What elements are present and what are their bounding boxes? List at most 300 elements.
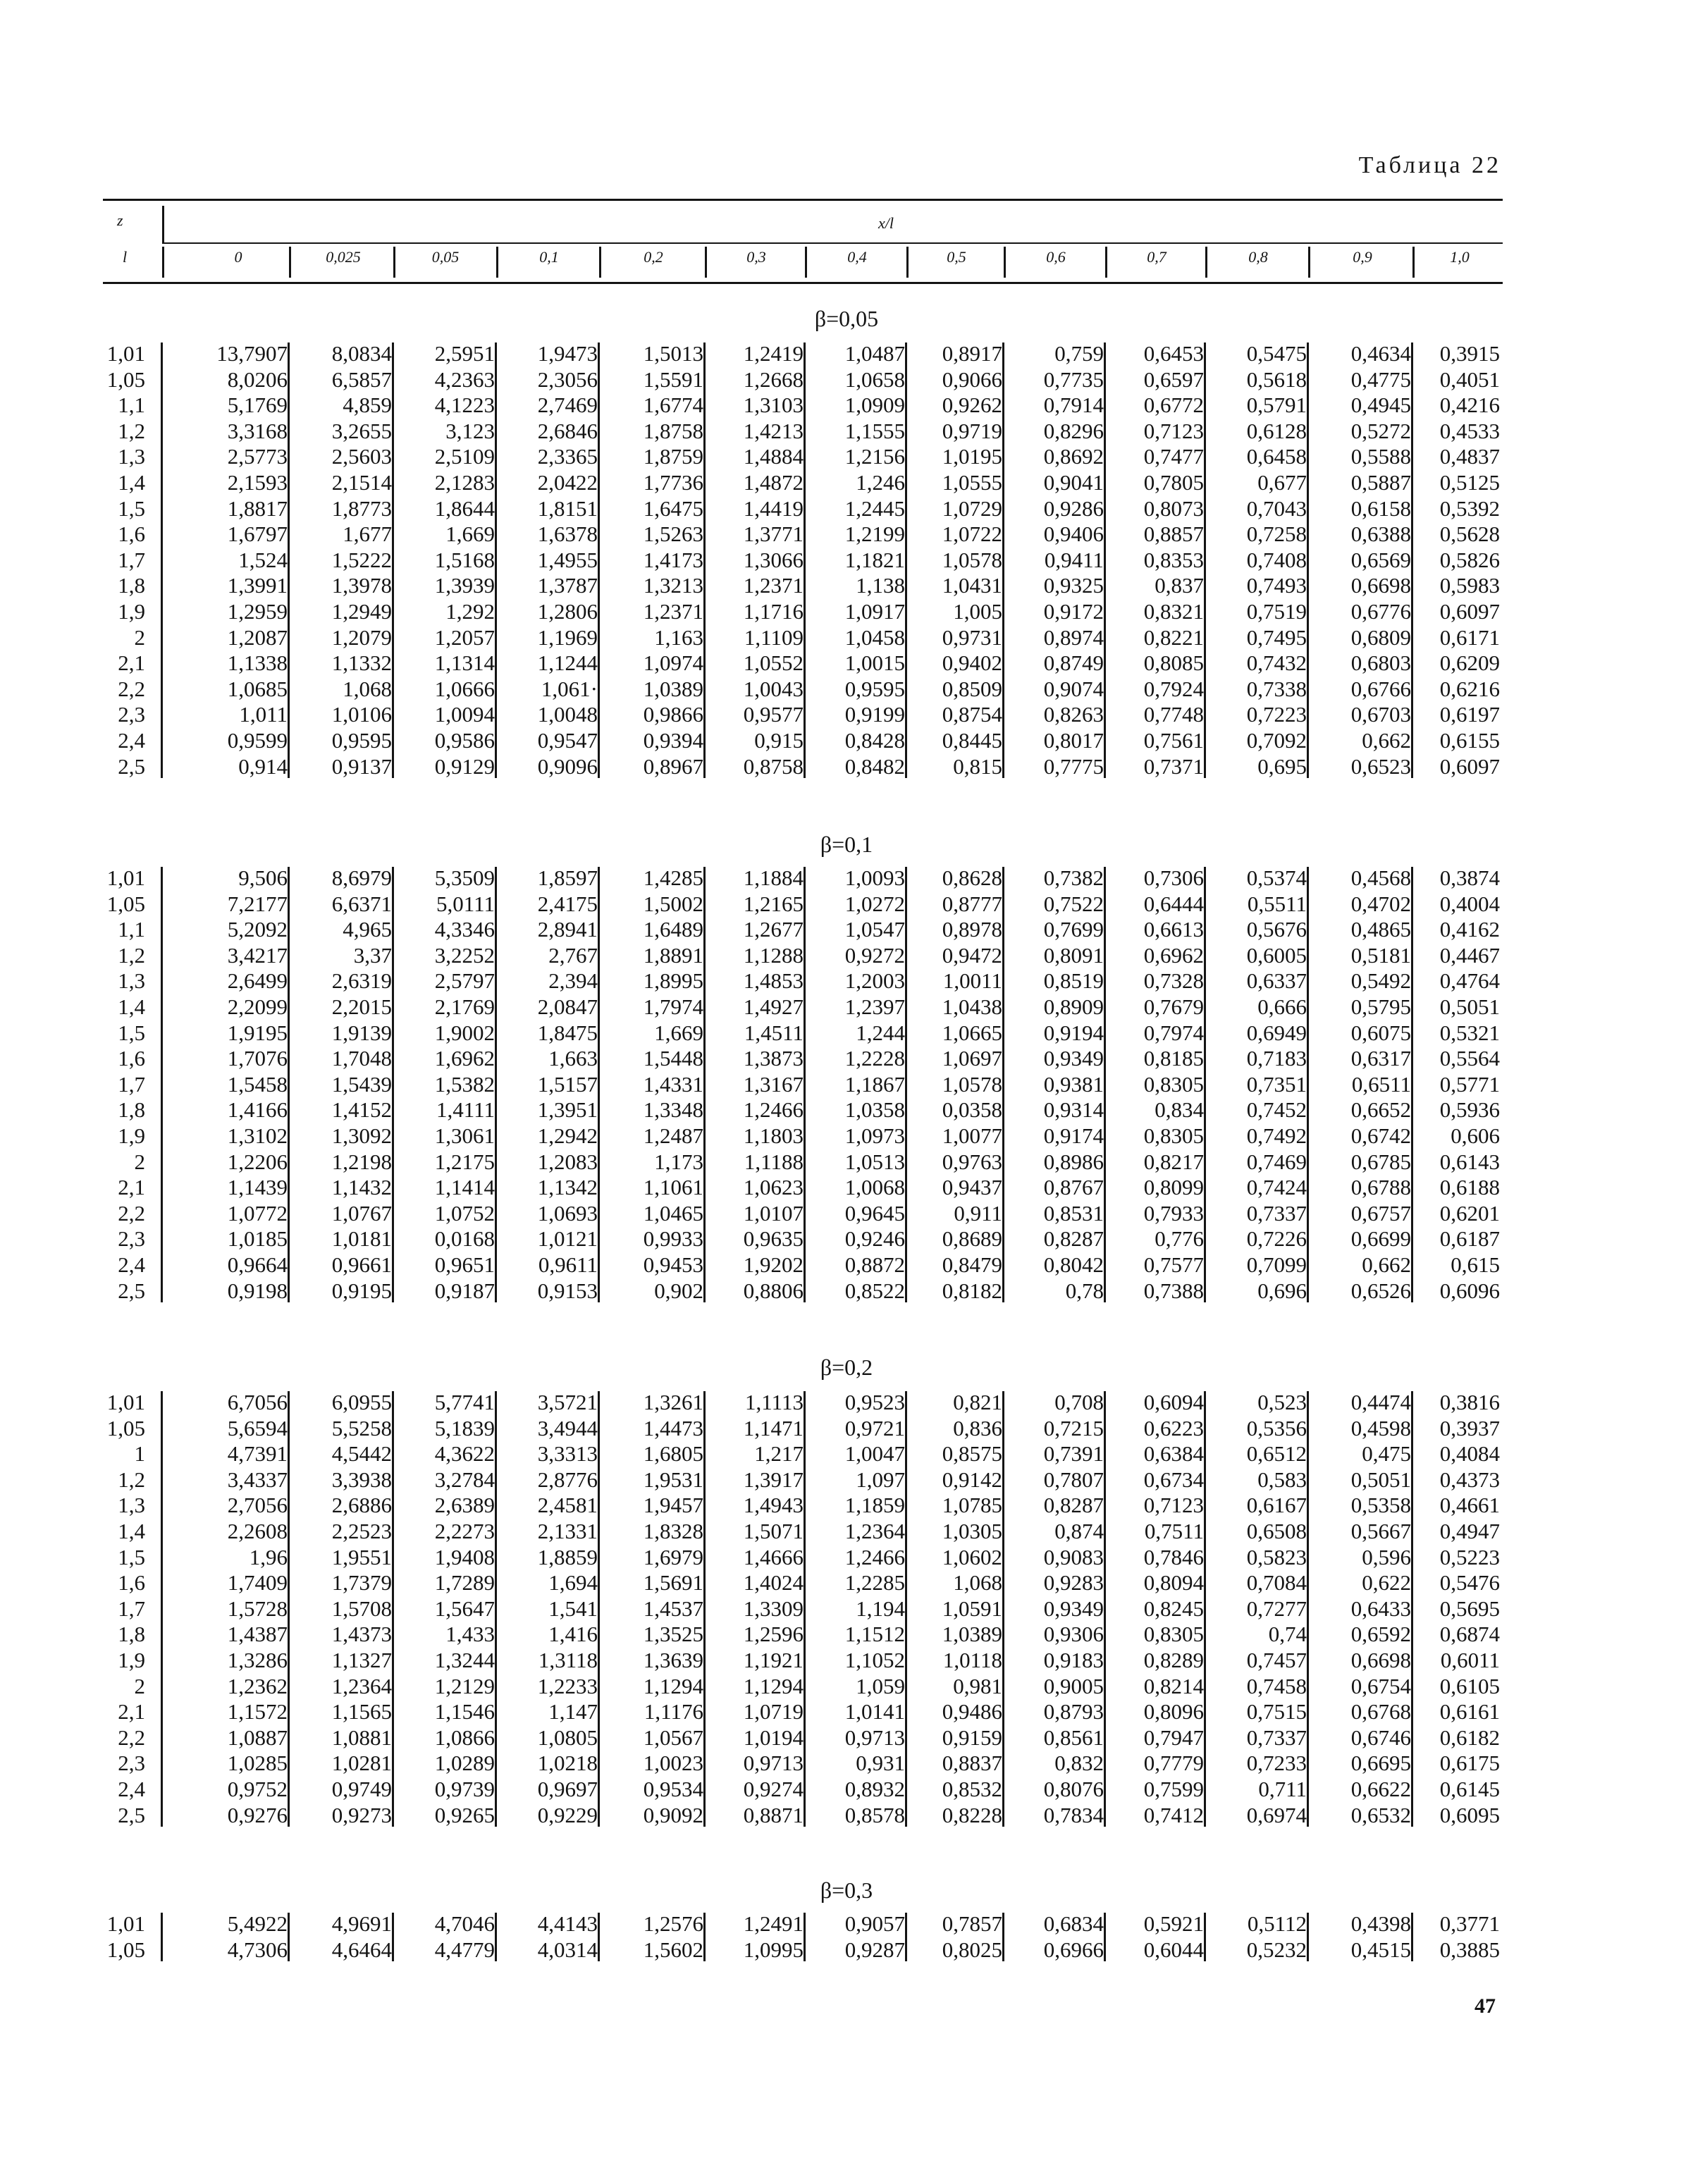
table-cell: 0,9183 (1043, 1648, 1104, 1672)
header-col-separator (906, 247, 909, 278)
row-z-value: 1,6 (118, 1046, 145, 1071)
table-cell: 0,6161 (1439, 1699, 1500, 1725)
table-cell: 1,0567 (643, 1725, 703, 1750)
table-cell: 1,8151 (537, 495, 598, 521)
table-row (103, 496, 1503, 522)
table-cell: 1,6805 (643, 1441, 703, 1467)
table-cell: 0,9752 (227, 1777, 288, 1801)
table-cell: 1,2806 (537, 599, 598, 624)
row-z-value: 2,1 (118, 1699, 145, 1725)
table-cell: 0,9129 (434, 753, 495, 779)
table-cell: 0,6094 (1143, 1390, 1204, 1414)
table-cell: 0,4865 (1350, 917, 1411, 942)
table-cell: 0,8025 (942, 1937, 1002, 1962)
table-cell: 4,7306 (227, 1937, 288, 1962)
row-z-value: 2,5 (118, 1802, 145, 1827)
table-cell: 0,6592 (1350, 1622, 1411, 1647)
row-z-value: 1,5 (118, 1020, 145, 1045)
table-cell: 1,9195 (227, 1020, 288, 1045)
table-cell: 0,6384 (1143, 1441, 1204, 1467)
table-cell: 1,6797 (227, 522, 288, 547)
table-cell: 0,6508 (1246, 1519, 1307, 1543)
table-cell: 1,005 (953, 599, 1002, 624)
table-cell: 0,5476 (1439, 1570, 1500, 1596)
table-cell: 1,0693 (537, 1200, 598, 1226)
table-cell: 1,0487 (844, 341, 905, 366)
table-cell: 1,3102 (227, 1123, 288, 1148)
table-cell: 0,8042 (1043, 1252, 1104, 1277)
table-row (103, 1493, 1503, 1518)
table-cell: 1,9202 (743, 1252, 804, 1277)
table-cell: 0,7452 (1246, 1097, 1307, 1123)
table-cell: 2,8941 (537, 917, 598, 942)
table-cell: 1,3525 (643, 1622, 703, 1647)
table-row (103, 1252, 1503, 1278)
table-cell: 0,7974 (1143, 1020, 1204, 1045)
table-cell: 0,6155 (1439, 728, 1500, 753)
table-row (103, 1570, 1503, 1596)
row-z-value: 1,2 (118, 418, 145, 443)
table-cell: 0,9187 (434, 1278, 495, 1303)
table-cell: 2,1769 (434, 994, 495, 1019)
table-cell: 0,9265 (434, 1802, 495, 1827)
beta-label: β=0,1 (820, 832, 873, 857)
header-col-12: 1,0 (1450, 248, 1470, 266)
table-cell: 1,1821 (844, 547, 905, 572)
table-cell: 1,217 (754, 1441, 804, 1467)
table-cell: 1,8597 (537, 865, 598, 890)
table-cell: 0,9174 (1043, 1123, 1104, 1148)
table-cell: 0,7432 (1246, 650, 1307, 676)
row-z-value: 2,4 (118, 1777, 145, 1801)
table-cell: 2,2273 (434, 1519, 495, 1543)
table-cell: 1,0185 (227, 1226, 288, 1252)
table-cell: 0,7599 (1143, 1777, 1204, 1801)
header-col-separator (1412, 247, 1415, 278)
table-cell: 1,5013 (643, 341, 703, 366)
table-section (103, 1911, 1503, 1963)
table-cell: 1,068 (953, 1570, 1002, 1596)
table-row (103, 1175, 1503, 1200)
table-cell: 1,0194 (743, 1725, 804, 1750)
table-cell: 0,8287 (1043, 1226, 1104, 1252)
header-col-separator (1105, 247, 1107, 278)
header-col-4: 0,2 (644, 248, 663, 266)
table-cell: 0,5826 (1439, 547, 1500, 572)
table-row (103, 367, 1503, 393)
table-cell: 0,9287 (844, 1937, 905, 1962)
table-cell: 4,1223 (434, 393, 495, 418)
table-cell: 0,7779 (1143, 1751, 1204, 1776)
header-col-9: 0,7 (1147, 248, 1166, 266)
table-cell: 1,2165 (743, 891, 804, 916)
table-cell: 0,9314 (1043, 1097, 1104, 1123)
table-cell: 0,8986 (1043, 1149, 1104, 1174)
table-row (103, 1097, 1503, 1123)
table-cell: 0,6766 (1350, 676, 1411, 701)
table-cell: 0,8532 (942, 1777, 1002, 1801)
page-number: 47 (1475, 1994, 1496, 2018)
table-cell: 3,2252 (434, 942, 495, 968)
table-cell: 0,7337 (1246, 1200, 1307, 1226)
table-cell: 1,138 (856, 573, 905, 598)
table-cell: 0,7947 (1143, 1725, 1204, 1750)
table-cell: 4,3622 (434, 1441, 495, 1467)
table-cell: 0,7457 (1246, 1648, 1307, 1672)
table-cell: 1,8817 (227, 495, 288, 521)
table-cell: 1,1294 (643, 1673, 703, 1698)
table-cell: 0,8221 (1143, 624, 1204, 650)
table-cell: 1,8773 (331, 495, 392, 521)
table-cell: 0,7561 (1143, 728, 1204, 753)
table-cell: 1,4285 (643, 865, 703, 890)
table-cell: 0,9534 (643, 1777, 703, 1801)
table-cell: 0,9096 (537, 753, 598, 779)
table-cell: 0,834 (1155, 1097, 1204, 1123)
table-row (103, 1545, 1503, 1570)
row-z-value: 1,5 (118, 495, 145, 521)
table-cell: 1,5439 (331, 1071, 392, 1097)
table-cell: 1,1439 (227, 1175, 288, 1200)
table-cell: 1,2445 (844, 495, 905, 521)
table-cell: 1,0578 (942, 1071, 1002, 1097)
table-cell: 1,0438 (942, 994, 1002, 1019)
table-cell: 4,6464 (331, 1937, 392, 1962)
table-cell: 1,1565 (331, 1699, 392, 1725)
table-cell: 0,8857 (1143, 522, 1204, 547)
table-row (103, 419, 1503, 444)
table-cell: 1,0974 (643, 650, 703, 676)
table-cell: 2,2608 (227, 1519, 288, 1543)
table-cell: 1,0752 (434, 1200, 495, 1226)
table-cell: 0,6005 (1246, 942, 1307, 968)
table-cell: 1,5448 (643, 1046, 703, 1071)
table-cell: 0,7577 (1143, 1252, 1204, 1277)
table-cell: 1,2057 (434, 624, 495, 650)
table-cell: 0,7328 (1143, 968, 1204, 994)
table-cell: 0,8305 (1143, 1123, 1204, 1148)
table-cell: 1,7736 (643, 470, 703, 495)
table-cell: 1,059 (856, 1673, 905, 1698)
table-cell: 1,2175 (434, 1149, 495, 1174)
table-cell: 1,0513 (844, 1149, 905, 1174)
table-cell: 13,7907 (216, 341, 288, 366)
table-cell: 1,1294 (743, 1673, 804, 1698)
table-row (103, 341, 1503, 366)
table-cell: 1,1716 (743, 599, 804, 624)
table-cell: 4,0314 (537, 1937, 598, 1962)
table-cell: 1,0011 (942, 968, 1002, 994)
table-cell: 1,1327 (331, 1648, 392, 1672)
table-row (103, 1519, 1503, 1544)
table-cell: 1,5071 (743, 1519, 804, 1543)
row-z-value: 1,9 (118, 1648, 145, 1672)
table-cell: 1,1332 (331, 650, 392, 676)
table-row (103, 1467, 1503, 1493)
table-cell: 1,9473 (537, 341, 598, 366)
table-cell: 1,0389 (942, 1622, 1002, 1647)
header-col-separator (805, 247, 807, 278)
table-cell: 1,7048 (331, 1046, 392, 1071)
table-cell: 0,5695 (1439, 1596, 1500, 1621)
row-z-value: 2,1 (118, 1175, 145, 1200)
table-cell: 0,9713 (743, 1751, 804, 1776)
table-cell: 1,0602 (942, 1544, 1002, 1569)
table-cell: 1,2576 (643, 1911, 703, 1936)
table-cell: 1,6962 (434, 1046, 495, 1071)
table-cell: 4,859 (343, 393, 392, 418)
table-cell: 0,6788 (1350, 1175, 1411, 1200)
table-cell: 0,4515 (1350, 1937, 1411, 1962)
table-cell: 1,3061 (434, 1123, 495, 1148)
table-cell: 1,0141 (844, 1699, 905, 1725)
table-cell: 0,6512 (1246, 1441, 1307, 1467)
table-cell: 1,2362 (227, 1673, 288, 1698)
table-cell: 1,0305 (942, 1519, 1002, 1543)
table-cell: 2,394 (548, 968, 598, 994)
table-cell: 0,6182 (1439, 1725, 1500, 1750)
table-row (103, 470, 1503, 495)
table-cell: 0,9066 (942, 366, 1002, 392)
table-cell: 0,7515 (1246, 1699, 1307, 1725)
table-cell: 2,1283 (434, 470, 495, 495)
table-cell: 2,6389 (434, 1493, 495, 1518)
table-cell: 1,3348 (643, 1097, 703, 1123)
table-row (103, 393, 1503, 418)
row-z-value: 1,8 (118, 1097, 145, 1123)
table-cell: 0,7215 (1043, 1415, 1104, 1440)
table-cell: 0,6197 (1439, 702, 1500, 727)
row-z-value: 1,3 (118, 444, 145, 469)
table-cell: 1,5458 (227, 1071, 288, 1097)
table-cell: 0,9586 (434, 728, 495, 753)
table-cell: 0,74 (1268, 1622, 1307, 1647)
header-z-separator (162, 206, 164, 242)
table-cell: 1,2596 (743, 1622, 804, 1647)
table-cell: 0,9763 (942, 1149, 1002, 1174)
table-cell: 1,433 (445, 1622, 495, 1647)
table-cell: 0,9153 (537, 1278, 598, 1303)
table-cell: 0,5392 (1439, 495, 1500, 521)
table-cell: 1,4387 (227, 1622, 288, 1647)
table-cell: 0,9749 (331, 1777, 392, 1801)
row-z-value: 1,2 (118, 1467, 145, 1492)
table-cell: 1,5602 (643, 1937, 703, 1962)
table-cell: 3,2784 (434, 1467, 495, 1492)
table-cell: 0,6095 (1439, 1802, 1500, 1827)
table-cell: 0,4764 (1439, 968, 1500, 994)
table-cell: 1,3939 (434, 573, 495, 598)
table-cell: 0,6768 (1350, 1699, 1411, 1725)
table-cell: 1,0623 (743, 1175, 804, 1200)
table-cell: 1,1471 (743, 1415, 804, 1440)
table-cell: 1,3167 (743, 1071, 804, 1097)
table-cell: 0,6388 (1350, 522, 1411, 547)
table-cell: 0,6201 (1439, 1200, 1500, 1226)
table-cell: 0,596 (1362, 1544, 1411, 1569)
table-cell: 0,6613 (1143, 917, 1204, 942)
row-z-value: 1,01 (106, 1911, 145, 1936)
table-cell: 1,1061 (643, 1175, 703, 1200)
table-cell: 1,0866 (434, 1725, 495, 1750)
table-cell: 1,0665 (942, 1020, 1002, 1045)
table-cell: 1,5708 (331, 1596, 392, 1621)
table-cell: 1,0281 (331, 1751, 392, 1776)
table-cell: 1,7379 (331, 1570, 392, 1596)
table-cell: 0,4216 (1439, 393, 1500, 418)
table-cell: 1,8995 (643, 968, 703, 994)
table-cell: 1,0068 (844, 1175, 905, 1200)
table-cell: 0,981 (953, 1673, 1002, 1698)
table-cell: 0,5112 (1247, 1911, 1307, 1936)
header-l-label: l (123, 248, 128, 266)
table-cell: 7,2177 (227, 891, 288, 916)
table-cell: 1,2156 (844, 444, 905, 469)
table-cell: 0,8296 (1043, 418, 1104, 443)
table-cell: 0,4051 (1439, 366, 1500, 392)
table-cell: 2,1593 (227, 470, 288, 495)
table-cell: 0,8214 (1143, 1673, 1204, 1698)
table-cell: 2,5109 (434, 444, 495, 469)
table-cell: 1,1555 (844, 418, 905, 443)
table-cell: 1,0106 (331, 702, 392, 727)
table-cell: 0,7391 (1043, 1441, 1104, 1467)
table-cell: 0,7805 (1143, 470, 1204, 495)
table-cell: 1,3991 (227, 573, 288, 598)
table-cell: 0,9349 (1043, 1596, 1104, 1621)
table-cell: 1,1244 (537, 650, 598, 676)
table-cell: 1,1921 (743, 1648, 804, 1672)
table-cell: 1,2949 (331, 599, 392, 624)
header-col-1: 0,025 (326, 248, 361, 266)
table-cell: 1,0772 (227, 1200, 288, 1226)
table-row (103, 1777, 1503, 1802)
table-cell: 1,0881 (331, 1725, 392, 1750)
table-row (103, 917, 1503, 942)
table-cell: 1,3066 (743, 547, 804, 572)
table-cell: 1,0658 (844, 366, 905, 392)
table-cell: 0,8578 (844, 1802, 905, 1827)
table-cell: 1,5002 (643, 891, 703, 916)
table-cell: 0,8289 (1143, 1648, 1204, 1672)
header-col-0: 0 (234, 248, 242, 266)
table-cell: 0,5356 (1246, 1415, 1307, 1440)
table-cell: 0,9595 (331, 728, 392, 753)
table-cell: 2,767 (548, 942, 598, 968)
table-cell: 0,7492 (1246, 1123, 1307, 1148)
table-cell: 6,7056 (227, 1390, 288, 1414)
table-cell: 0,6698 (1350, 573, 1411, 598)
table-cell: 0,606 (1451, 1123, 1500, 1148)
row-z-value: 2,4 (118, 1252, 145, 1277)
row-z-value: 2 (134, 1673, 145, 1698)
table-cell: 5,0111 (436, 891, 495, 916)
table-cell: 1,0729 (942, 495, 1002, 521)
table-cell: 0,5887 (1350, 470, 1411, 495)
table-cell: 0,911 (954, 1200, 1002, 1226)
table-cell: 0,6097 (1439, 599, 1500, 624)
table-cell: 0,9739 (434, 1777, 495, 1801)
table-cell: 1,0578 (942, 547, 1002, 572)
table-cell: 0,9041 (1043, 470, 1104, 495)
table-cell: 1,2285 (844, 1570, 905, 1596)
table-cell: 1,6774 (643, 393, 703, 418)
table-cell: 1,524 (238, 547, 288, 572)
table-cell: 1,0973 (844, 1123, 905, 1148)
table-cell: 1,2079 (331, 624, 392, 650)
table-cell: 1,0719 (743, 1699, 804, 1725)
row-z-value: 2 (134, 624, 145, 650)
table-cell: 1,0118 (942, 1648, 1002, 1672)
table-cell: 0,7924 (1143, 676, 1204, 701)
table-cell: 0,8777 (942, 891, 1002, 916)
table-cell: 1,5157 (537, 1071, 598, 1097)
table-cell: 1,2668 (743, 366, 804, 392)
table-cell: 5,7741 (434, 1390, 495, 1414)
table-cell: 0,9194 (1043, 1020, 1104, 1045)
row-z-value: 1,05 (106, 1937, 145, 1962)
table-cell: 1,5222 (331, 547, 392, 572)
table-cell: 4,7046 (434, 1911, 495, 1936)
table-cell: 0,7412 (1143, 1802, 1204, 1827)
table-cell: 1,3309 (743, 1596, 804, 1621)
table-cell: 1,2942 (537, 1123, 598, 1148)
table-cell: 1,1342 (537, 1175, 598, 1200)
table-cell: 0,8909 (1043, 994, 1104, 1019)
table-cell: 2,2099 (227, 994, 288, 1019)
table-cell: 1,9531 (643, 1467, 703, 1492)
table-cell: 0,7371 (1143, 753, 1204, 779)
table-cell: 1,0107 (743, 1200, 804, 1226)
header-col-11: 0,9 (1353, 248, 1372, 266)
table-cell: 0,7522 (1043, 891, 1104, 916)
table-cell: 0,8978 (942, 917, 1002, 942)
table-cell: 2,4175 (537, 891, 598, 916)
table-cell: 1,1512 (844, 1622, 905, 1647)
table-cell: 3,2655 (331, 418, 392, 443)
table-cell: 1,0358 (844, 1097, 905, 1123)
table-cell: 1,0285 (227, 1751, 288, 1776)
header-col-6: 0,4 (847, 248, 867, 266)
table-cell: 1,1113 (745, 1390, 804, 1414)
table-row (103, 702, 1503, 727)
table-cell: 1,5263 (643, 522, 703, 547)
table-cell: 0,4004 (1439, 891, 1500, 916)
table-cell: 3,3938 (331, 1467, 392, 1492)
table-cell: 1,7076 (227, 1046, 288, 1071)
table-row (103, 1226, 1503, 1252)
table-cell: 1,0218 (537, 1751, 598, 1776)
table-cell: 0,5223 (1439, 1544, 1500, 1569)
table-cell: 0,6171 (1439, 624, 1500, 650)
table-cell: 1,4853 (743, 968, 804, 994)
table-cell: 0,6523 (1350, 753, 1411, 779)
table-cell: 0,8917 (942, 341, 1002, 366)
table-cell: 0,5618 (1246, 366, 1307, 392)
table-cell: 0,9645 (844, 1200, 905, 1226)
table-cell: 1,1969 (537, 624, 598, 650)
table-cell: 0,4533 (1439, 418, 1500, 443)
table-cell: 1,663 (548, 1046, 598, 1071)
row-z-value: 2,3 (118, 1226, 145, 1252)
table-cell: 1,6475 (643, 495, 703, 521)
table-cell: 0,8837 (942, 1751, 1002, 1776)
table-cell: 0,4661 (1439, 1493, 1500, 1518)
table-cell: 0,815 (953, 753, 1002, 779)
table-cell: 0,931 (856, 1751, 905, 1776)
table-cell: 0,6785 (1350, 1149, 1411, 1174)
table-cell: 0,6145 (1439, 1777, 1500, 1801)
